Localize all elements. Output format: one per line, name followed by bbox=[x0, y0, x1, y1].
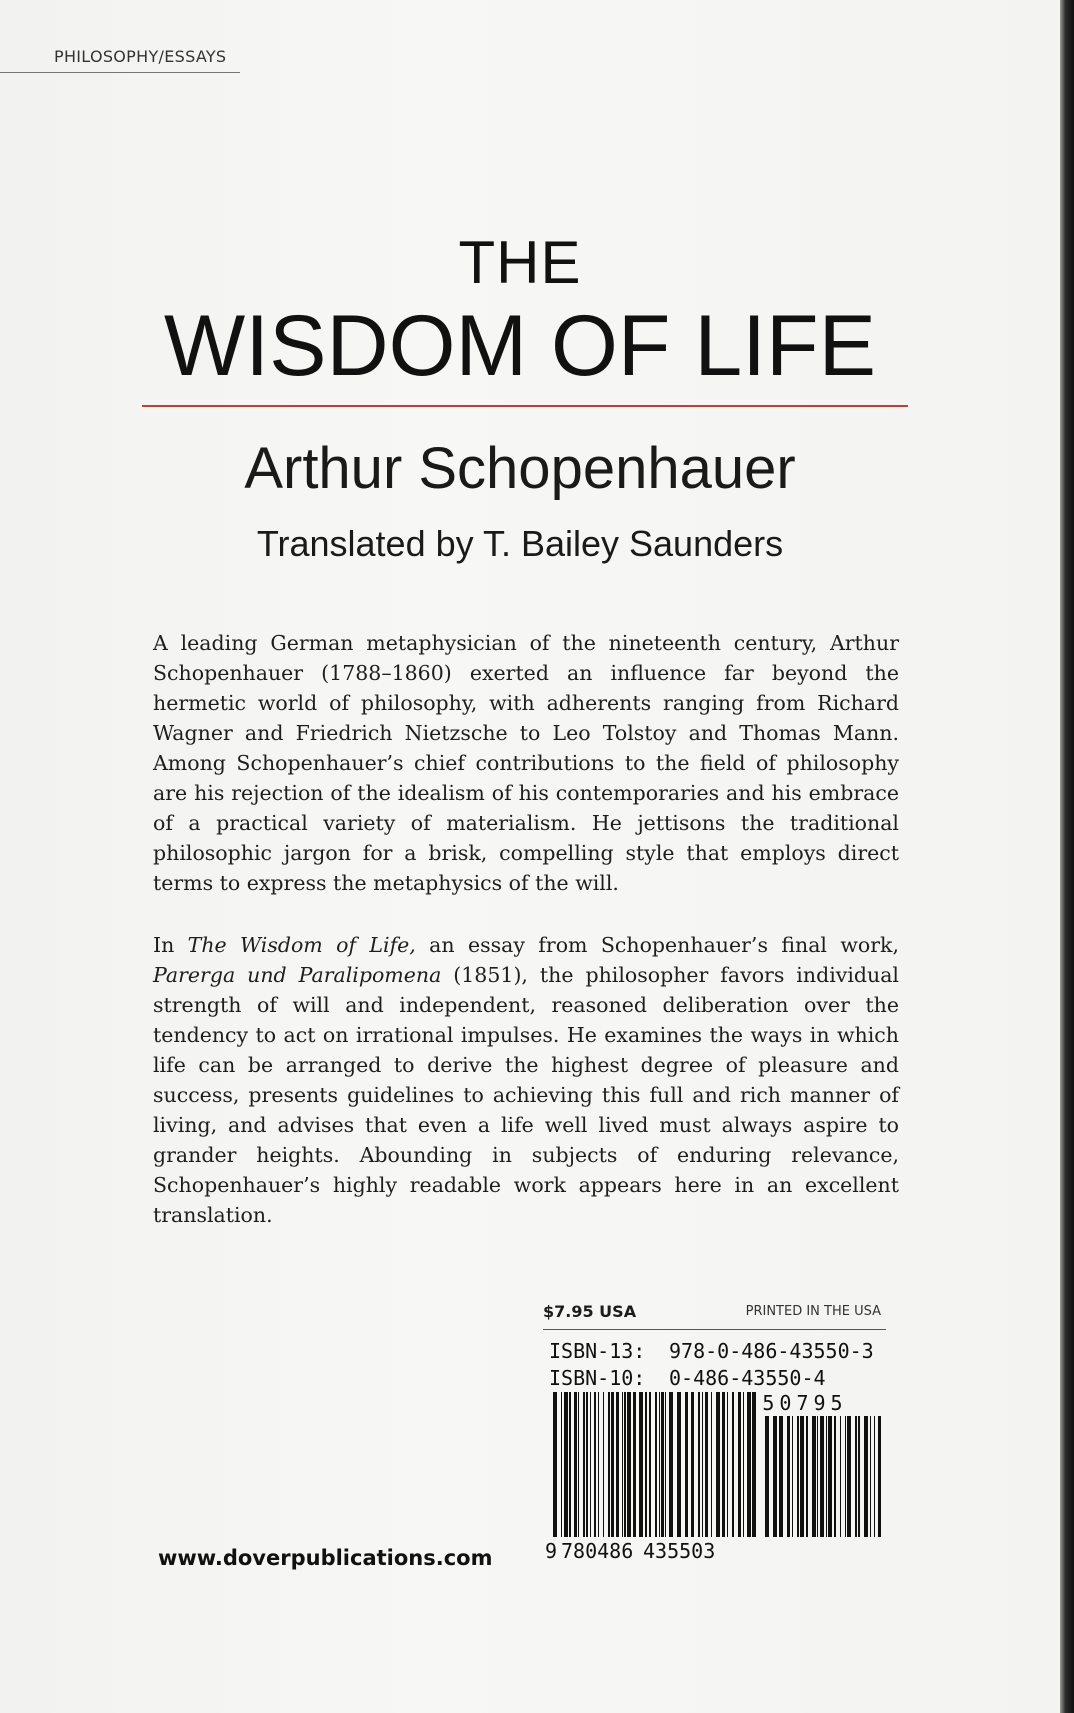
barcode-bar bbox=[864, 1416, 868, 1537]
barcode-bar bbox=[622, 1392, 623, 1537]
barcode-bar bbox=[649, 1392, 651, 1537]
book-title: WISDOM OF LIFE bbox=[164, 298, 876, 394]
barcode-bar bbox=[611, 1392, 614, 1537]
category-divider bbox=[0, 72, 240, 73]
barcode-bar bbox=[659, 1392, 660, 1537]
barcode-right-digits: 435503 bbox=[643, 1539, 716, 1563]
category-label: PHILOSOPHY/ESSAYS bbox=[54, 47, 227, 66]
barcode-bar bbox=[787, 1416, 790, 1537]
barcode-bar bbox=[639, 1392, 643, 1537]
barcode-bar bbox=[586, 1392, 588, 1537]
barcode-bar bbox=[574, 1392, 577, 1537]
work-title: The Wisdom of Life, bbox=[187, 933, 416, 957]
barcode-bar bbox=[553, 1392, 557, 1537]
barcode-bar bbox=[702, 1392, 703, 1537]
barcode-bar bbox=[817, 1416, 818, 1537]
barcode-bar bbox=[738, 1392, 741, 1537]
barcode-bar bbox=[633, 1392, 636, 1537]
barcode-bars-main bbox=[553, 1392, 756, 1537]
barcode-bar bbox=[732, 1392, 734, 1537]
publisher-website[interactable]: www.doverpublications.com bbox=[158, 1546, 493, 1570]
author-name: Arthur Schopenhauer bbox=[244, 436, 796, 501]
barcode-bar bbox=[826, 1416, 827, 1537]
barcode-bar bbox=[677, 1392, 681, 1537]
barcode-bar bbox=[743, 1392, 744, 1537]
barcode-bar bbox=[752, 1392, 756, 1537]
title-divider bbox=[142, 405, 908, 407]
barcode-bar bbox=[624, 1392, 626, 1537]
title-line-1: THE bbox=[458, 229, 582, 296]
printed-in: PRINTED IN THE USA bbox=[745, 1304, 881, 1319]
price: $7.95 USA bbox=[543, 1302, 637, 1321]
barcode-bar bbox=[870, 1416, 871, 1537]
barcode-bar bbox=[590, 1392, 591, 1537]
barcode-bar bbox=[569, 1392, 571, 1537]
barcode-bar bbox=[812, 1416, 816, 1537]
barcode-bar bbox=[792, 1416, 793, 1537]
barcode-bar bbox=[616, 1392, 619, 1537]
barcode-bar bbox=[806, 1416, 808, 1537]
barcode-bar bbox=[598, 1392, 599, 1537]
barcode-bar bbox=[578, 1392, 579, 1537]
blurb-paragraph-2: In The Wisdom of Life, an essay from Schopenhauer’s final work, Parerga und Paralipomena (1851), the philosopher favors individual strength of will and independent, reasoned deliberation over the tendency to act on irrational impulses. He examines the ways in which life can be arranged to derive the highest degree of pleasure and success, presents guidelines to achieving this full and rich manner of living, and advises that even a life well lived must always aspire to grander heights. Abounding in subjects of enduring relevance, Schopenhauer’s highly readable work appears here in an excellent translation. bbox=[153, 933, 899, 1227]
barcode-bar bbox=[847, 1416, 851, 1537]
blurb-paragraph-1: A leading German metaphysician of the nineteenth century, Arthur Schopenhauer (1788–1860) exerted an influence far beyond the hermetic world of philosophy, with adherents ranging from Richard Wagner and Friedrich Nietzsche to Leo Tolstoy and Thomas Mann. Among Schopenhauer’s chief contributions to the field of philosophy are his rejection of the idealism of his contemporaries and his embrace of a practical variety of materialism. He jettisons the traditional philosophic jargon for a brisk, compelling style that employs direct terms to express the metaphysics of the will. bbox=[153, 631, 899, 895]
barcode-bar bbox=[655, 1392, 657, 1537]
parent-work-title: Parerga und Paralipomena bbox=[153, 963, 442, 987]
page-edge bbox=[1060, 0, 1074, 1713]
barcode-bar bbox=[705, 1392, 708, 1537]
barcode-bar bbox=[669, 1392, 673, 1537]
barcode-bar bbox=[840, 1416, 841, 1537]
barcode-bar bbox=[828, 1416, 832, 1537]
barcode-bar bbox=[716, 1392, 720, 1537]
translator-credit: Translated by T. Bailey Saunders bbox=[256, 523, 784, 564]
barcode-bar bbox=[855, 1416, 857, 1537]
barcode-bar bbox=[583, 1392, 585, 1537]
isbn-10: ISBN-10: 0-486-43550-4 bbox=[549, 1366, 826, 1390]
barcode-bar bbox=[564, 1392, 568, 1537]
barcode-bar bbox=[878, 1416, 881, 1537]
barcode-bar bbox=[594, 1392, 596, 1537]
isbn-13: ISBN-13: 978-0-486-43550-3 bbox=[549, 1339, 874, 1363]
barcode-bar bbox=[711, 1392, 712, 1537]
barcode-bar bbox=[747, 1392, 751, 1537]
barcode-bar bbox=[773, 1416, 777, 1537]
price-row bbox=[543, 1302, 881, 1321]
barcode-bar bbox=[765, 1416, 769, 1537]
barcode-bar bbox=[797, 1416, 799, 1537]
barcode-bar bbox=[845, 1416, 846, 1537]
barcode-bar bbox=[874, 1416, 875, 1537]
barcode-bar bbox=[834, 1416, 836, 1537]
barcode-bar bbox=[627, 1392, 631, 1537]
barcode-bar bbox=[645, 1392, 647, 1537]
barcode-addon-digits: 50795 bbox=[762, 1392, 848, 1415]
barcode-bar bbox=[608, 1392, 610, 1537]
barcode-bar bbox=[779, 1416, 783, 1537]
barcode-bar bbox=[685, 1392, 688, 1537]
barcode-bar bbox=[661, 1392, 664, 1537]
barcode-bar bbox=[603, 1392, 604, 1537]
barcode-bar bbox=[820, 1416, 824, 1537]
isbn-divider bbox=[543, 1329, 886, 1330]
barcode-bar bbox=[691, 1392, 694, 1537]
barcode-bar bbox=[698, 1392, 700, 1537]
barcode-bar bbox=[800, 1416, 804, 1537]
barcode-bar bbox=[727, 1392, 728, 1537]
barcode-left-digits: 780486 bbox=[561, 1539, 634, 1563]
barcode-lead-digit: 9 bbox=[545, 1539, 558, 1563]
barcode-bar bbox=[722, 1392, 725, 1537]
barcode bbox=[545, 1392, 887, 1577]
barcode-bar bbox=[858, 1416, 860, 1537]
barcode-bar bbox=[561, 1392, 562, 1537]
barcode-bars-addon bbox=[765, 1416, 881, 1537]
barcode-bar bbox=[665, 1392, 666, 1537]
